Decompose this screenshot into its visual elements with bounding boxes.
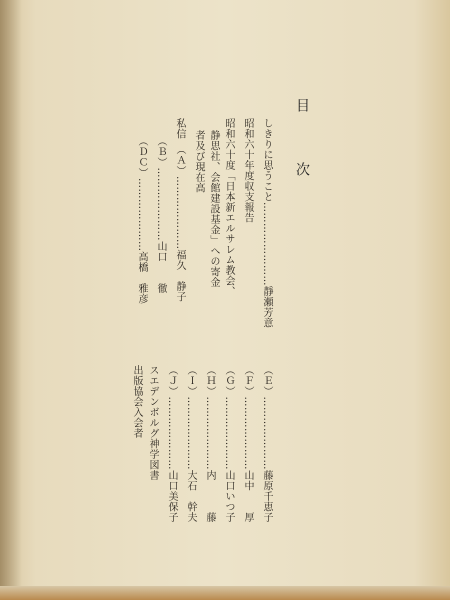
toc-entry: しきりに思うこと……………………靜瀬芳意 <box>261 118 272 328</box>
toc-entry: （Ｆ）…………………山中 厚 <box>242 365 253 523</box>
toc-title: 目 次 <box>294 98 310 194</box>
toc-entry: （Ｉ）…………………大石 幹夫 <box>185 365 196 523</box>
toc-entry: 私信 （Ａ）…………………福久 静子 <box>174 118 185 302</box>
toc-entry: 静思社、会館建設基金」への寄金 <box>208 130 219 288</box>
toc-entry: スエデンボルグ神学図書 <box>147 365 158 481</box>
toc-entry: 昭和六十年度収支報告 <box>242 118 253 223</box>
toc-entry: （Ｅ）…………………藤原千恵子 <box>261 365 272 523</box>
toc-entry: 者及び現在高 <box>193 130 204 193</box>
toc-entry: 昭和六十度「日本新エルサレム教会、 <box>223 118 234 297</box>
spine-shadow <box>0 0 22 600</box>
toc-entry: （Ｊ）…………………山口美保子 <box>166 365 177 523</box>
page-bottom-edge <box>0 586 450 600</box>
toc-entry: （ＤＣ）…………………高橋 雅彦 <box>136 136 147 304</box>
toc-entry: 出版協会入会者 <box>131 365 142 439</box>
toc-entry: （Ｈ）…………………内 藤 <box>204 365 215 523</box>
toc-entry: （Ｇ）…………………山口いつ子 <box>223 365 234 523</box>
toc-entry: （Ｂ）…………………山口 徹 <box>155 136 166 294</box>
